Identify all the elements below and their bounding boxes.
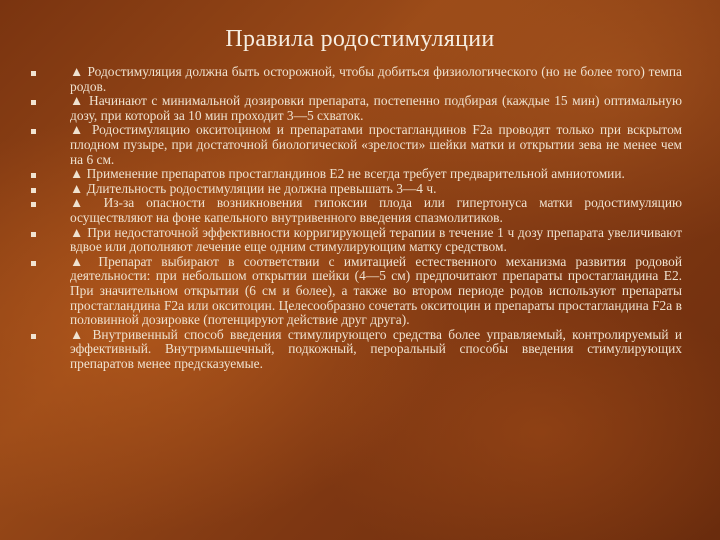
list-item-text: ▲ Длительность родостимуляции не должна превышать 3—4 ч. [70,180,437,196]
square-bullet-icon [30,226,70,241]
list-item-text: ▲ Применение препаратов простагландинов E2 не всегда требует предварительной амниотомии. [70,166,625,182]
list-item [30,328,682,372]
list-item-text: ▲ Из-за опасности возникновения гипоксии плода или гипертонуса матки родостимуляцию осуществляют на фоне капельного внутривенного введения спазмолитиков. [70,195,682,225]
list-item-text: ▲ Начинают с минимальной дозировки препарата, постепенно подбирая (каждые 15 мин) оптимальную дозу, при которой за 10 мин проходит 3—5 схваток. [70,93,682,123]
square-bullet-icon [30,328,70,343]
square-bullet-icon [30,123,70,138]
list-item-text: ▲ Внутривенный способ введения стимулирующего средства более управляемый, контролируемый и эффективный. Внутримышечный, подкожный, пероральный способы введения стимулирующих препаратов менее предсказуемые. [70,326,682,371]
list-item [30,182,682,197]
square-bullet-icon [30,65,70,80]
list-item [30,94,682,123]
bullet-list [30,65,682,371]
list-item [30,196,682,225]
square-bullet-icon [30,196,70,211]
list-item [30,226,682,255]
square-bullet-icon [30,182,70,197]
list-item [30,123,682,167]
square-bullet-icon [30,255,70,270]
list-item-text: ▲ При недостаточной эффективности корригирующей терапии в течение 1 ч дозу препарата увеличивают вдвое или дополняют лечение еще одним стимулирующим матку средством. [70,224,682,255]
list-item-text: ▲ Родостимуляция должна быть осторожной, чтобы добиться физиологического (но не более того) темпа родов. [70,64,682,94]
list-item-text: ▲ Родостимуляцию окситоцином и препаратами простагландинов F2a проводят только при вскрытом плодном пузыре, при достаточной биологической «зрелости» шейки матки и открытии зева не менее чем на 6 см. [70,122,682,167]
list-item-text: ▲ Препарат выбирают в соответствии с имитацией естественного механизма развития родовой деятельности: при небольшом открытии шейки (4—5 см) предпочитают препараты простагландина E2. При значительном открытии (6 см и более), а также во втором периоде родов используют препараты простагландина F2a или окситоцин. Целесообразно сочетать окситоцин и препараты простагландина F2a в половинной дозировке (потенцируют действие друг друга). [70,253,682,328]
square-bullet-icon [30,167,70,182]
list-item [30,255,682,328]
square-bullet-icon [30,94,70,109]
slide-title: Правила родостимуляции [225,26,495,52]
list-item [30,167,682,182]
list-item [30,65,682,94]
